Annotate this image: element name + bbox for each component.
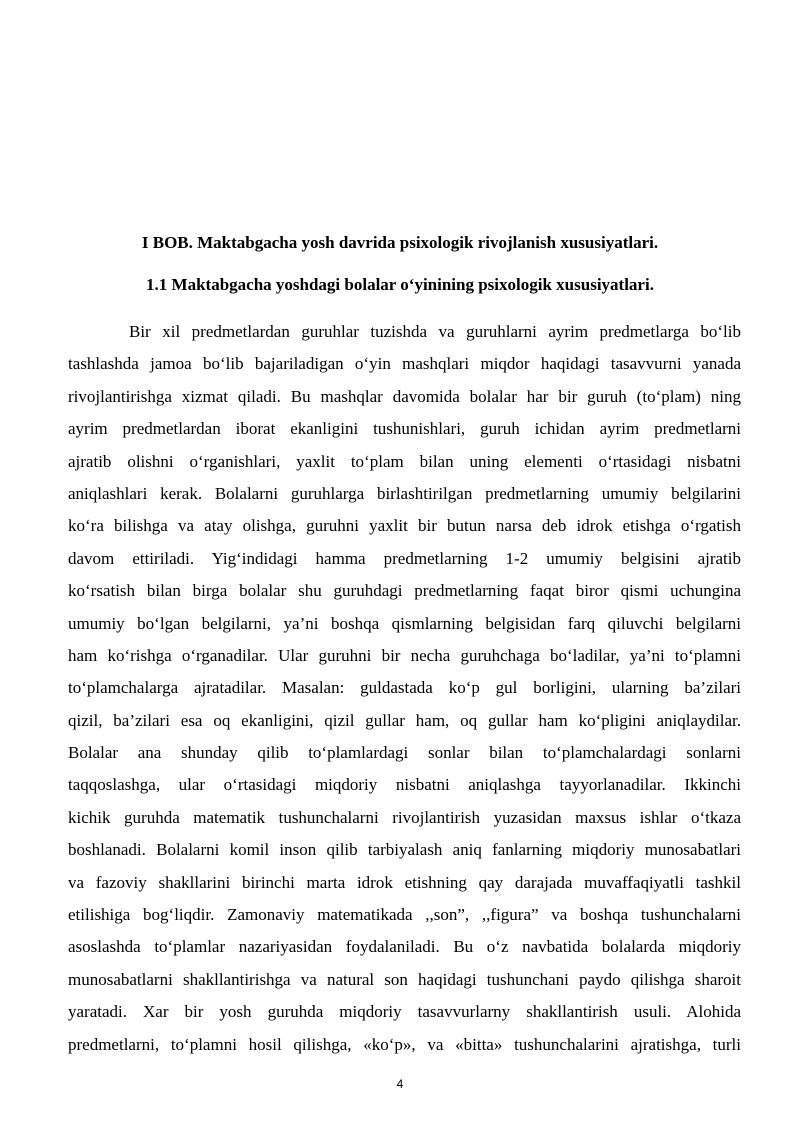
paragraph-line: ajratib olishni o‘rganishlari, yaxlit to‘plam bilan uning elementi o‘rtasidagi nisbatni bbox=[68, 451, 741, 471]
paragraph-line: aniqlashlari kerak. Bolalarni guruhlarga birlashtirilgan predmetlarning umumiy belgilarini bbox=[68, 483, 741, 503]
paragraph-line: to‘plamchalarga ajratadilar. Masalan: guldastada ko‘p gul borligini, ularning ba’zilari bbox=[68, 678, 741, 698]
paragraph-line: etilishiga bog‘liqdir. Zamonaviy matematikada ,,son”, ,,figura” va boshqa tushunchalarni bbox=[68, 905, 741, 925]
paragraph-line: tashlashda jamoa bo‘lib bajariladigan o‘yin mashqlari miqdor haqidagi tasavvurni yanada bbox=[68, 354, 741, 374]
chapter-title: I BOB. Maktabgacha yosh davrida psixologik rivojlanish xususiyatlari. bbox=[141, 233, 659, 252]
paragraph-line: ko‘rsatish bilan birga bolalar shu guruhdagi predmetlarning faqat biror qismi uchungina bbox=[68, 581, 741, 601]
section-title: 1.1 Maktabgacha yoshdagi bolalar o‘yinining psixologik xususiyatlari. bbox=[146, 275, 654, 294]
paragraph-line: qizil, ba’zilari esa oq ekanligini, qizil gullar ham, oq gullar ham ko‘pligini aniqlaydilar. bbox=[68, 710, 741, 730]
paragraph-line: rivojlantirishga xizmat qiladi. Bu mashqlar davomida bolalar har bir guruh (to‘plam) ning bbox=[68, 386, 741, 406]
paragraph-line: kichik guruhda matematik tushunchalarni rivojlantirish yuzasidan maxsus ishlar o‘tkaza bbox=[68, 807, 741, 827]
paragraph-line: Bolalar ana shunday qilib to‘plamlardagi sonlar bilan to‘plamchalardagi sonlarni bbox=[68, 743, 741, 763]
paragraph-line: Bir xil predmetlardan guruhlar tuzishda va guruhlarni ayrim predmetlarga bo‘lib bbox=[129, 322, 741, 341]
paragraph-line: predmetlarni, to‘plamni hosil qilishga, «ko‘p», va «bitta» tushunchalarini ajratishga, turli bbox=[68, 1034, 741, 1054]
paragraph-line: yaratadi. Xar bir yosh guruhda miqdoriy tasavvurlarny shakllantirish usuli. Alohida bbox=[68, 1002, 741, 1022]
paragraph-line: munosabatlarni shakllantirishga va natural son haqidagi tushunchani paydo qilishga sharoit bbox=[68, 969, 741, 989]
paragraph-line: ko‘ra bilishga va atay olishga, guruhni yaxlit bir butun narsa deb idrok etishga o‘rgatish bbox=[68, 516, 741, 536]
paragraph-line: boshlanadi. Bolalarni komil inson qilib tarbiyalash aniq fanlarning miqdoriy munosabatlari bbox=[68, 840, 741, 860]
page-number: 4 bbox=[396, 1077, 404, 1091]
paragraph-line: asoslashda to‘plamlar nazariyasidan foydalaniladi. Bu o‘z navbatida bolalarda miqdoriy bbox=[68, 937, 741, 957]
paragraph-line: taqqoslashga, ular o‘rtasidagi miqdoriy nisbatni aniqlashga tayyorlanadilar. Ikkinchi bbox=[68, 775, 741, 795]
paragraph-line: davom ettiriladi. Yig‘indidagi hamma predmetlarning 1-2 umumiy belgisini ajratib bbox=[68, 548, 741, 568]
paragraph-line: va fazoviy shakllarini birinchi marta idrok etishning qay darajada muvaffaqiyatli tashkil bbox=[68, 872, 741, 892]
body-paragraph bbox=[68, 316, 741, 1061]
paragraph-line: ham ko‘rishga o‘rganadilar. Ular guruhni bir necha guruhchaga bo‘ladilar, ya’ni to‘plamni bbox=[68, 645, 741, 665]
paragraph-line: ayrim predmetlardan iborat ekanligini tushunishlari, guruh ichidan ayrim predmetlarni bbox=[68, 419, 741, 439]
paragraph-line: umumiy bo‘lgan belgilarni, ya’ni boshqa qismlarning belgisidan farq qiluvchi belgilarni bbox=[68, 613, 741, 633]
